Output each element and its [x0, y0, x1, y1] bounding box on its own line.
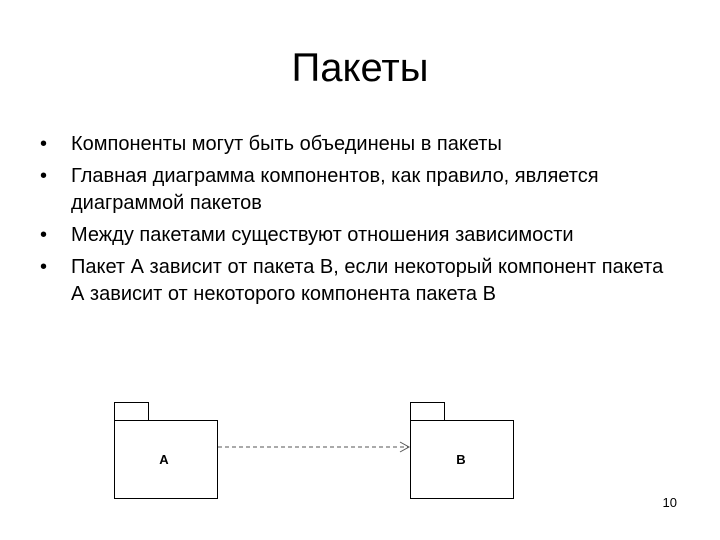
- slide-title: Пакеты: [291, 46, 429, 90]
- bullet-item: [40, 222, 680, 249]
- bullet-item: [40, 131, 680, 158]
- bullet-item: [40, 163, 680, 217]
- bullet-marker: •: [40, 133, 48, 155]
- package-a-label: A: [159, 452, 169, 467]
- bullet-marker: •: [40, 256, 48, 278]
- bullet-item: [40, 254, 680, 308]
- bullet-text: Компоненты могут быть объединены в пакеты: [71, 133, 502, 155]
- bullet-marker: •: [40, 165, 48, 187]
- bullet-text: Между пакетами существуют отношения зависимости: [71, 224, 574, 246]
- page-number: 10: [662, 495, 677, 510]
- bullet-list: [40, 131, 680, 313]
- package-b: [411, 403, 514, 499]
- package-diagram: [0, 390, 720, 510]
- bullet-text: Главная диаграмма компонентов, как правило, является диаграммой пакетов: [71, 165, 599, 214]
- package-a-tab: [115, 403, 149, 421]
- package-b-tab: [411, 403, 445, 421]
- bullet-text: Пакет А зависит от пакета В, если некоторый компонент пакета А зависит от некоторого компонента пакета В: [71, 256, 664, 305]
- package-b-label: B: [456, 452, 466, 467]
- bullet-marker: •: [40, 224, 48, 246]
- package-a: [115, 403, 218, 499]
